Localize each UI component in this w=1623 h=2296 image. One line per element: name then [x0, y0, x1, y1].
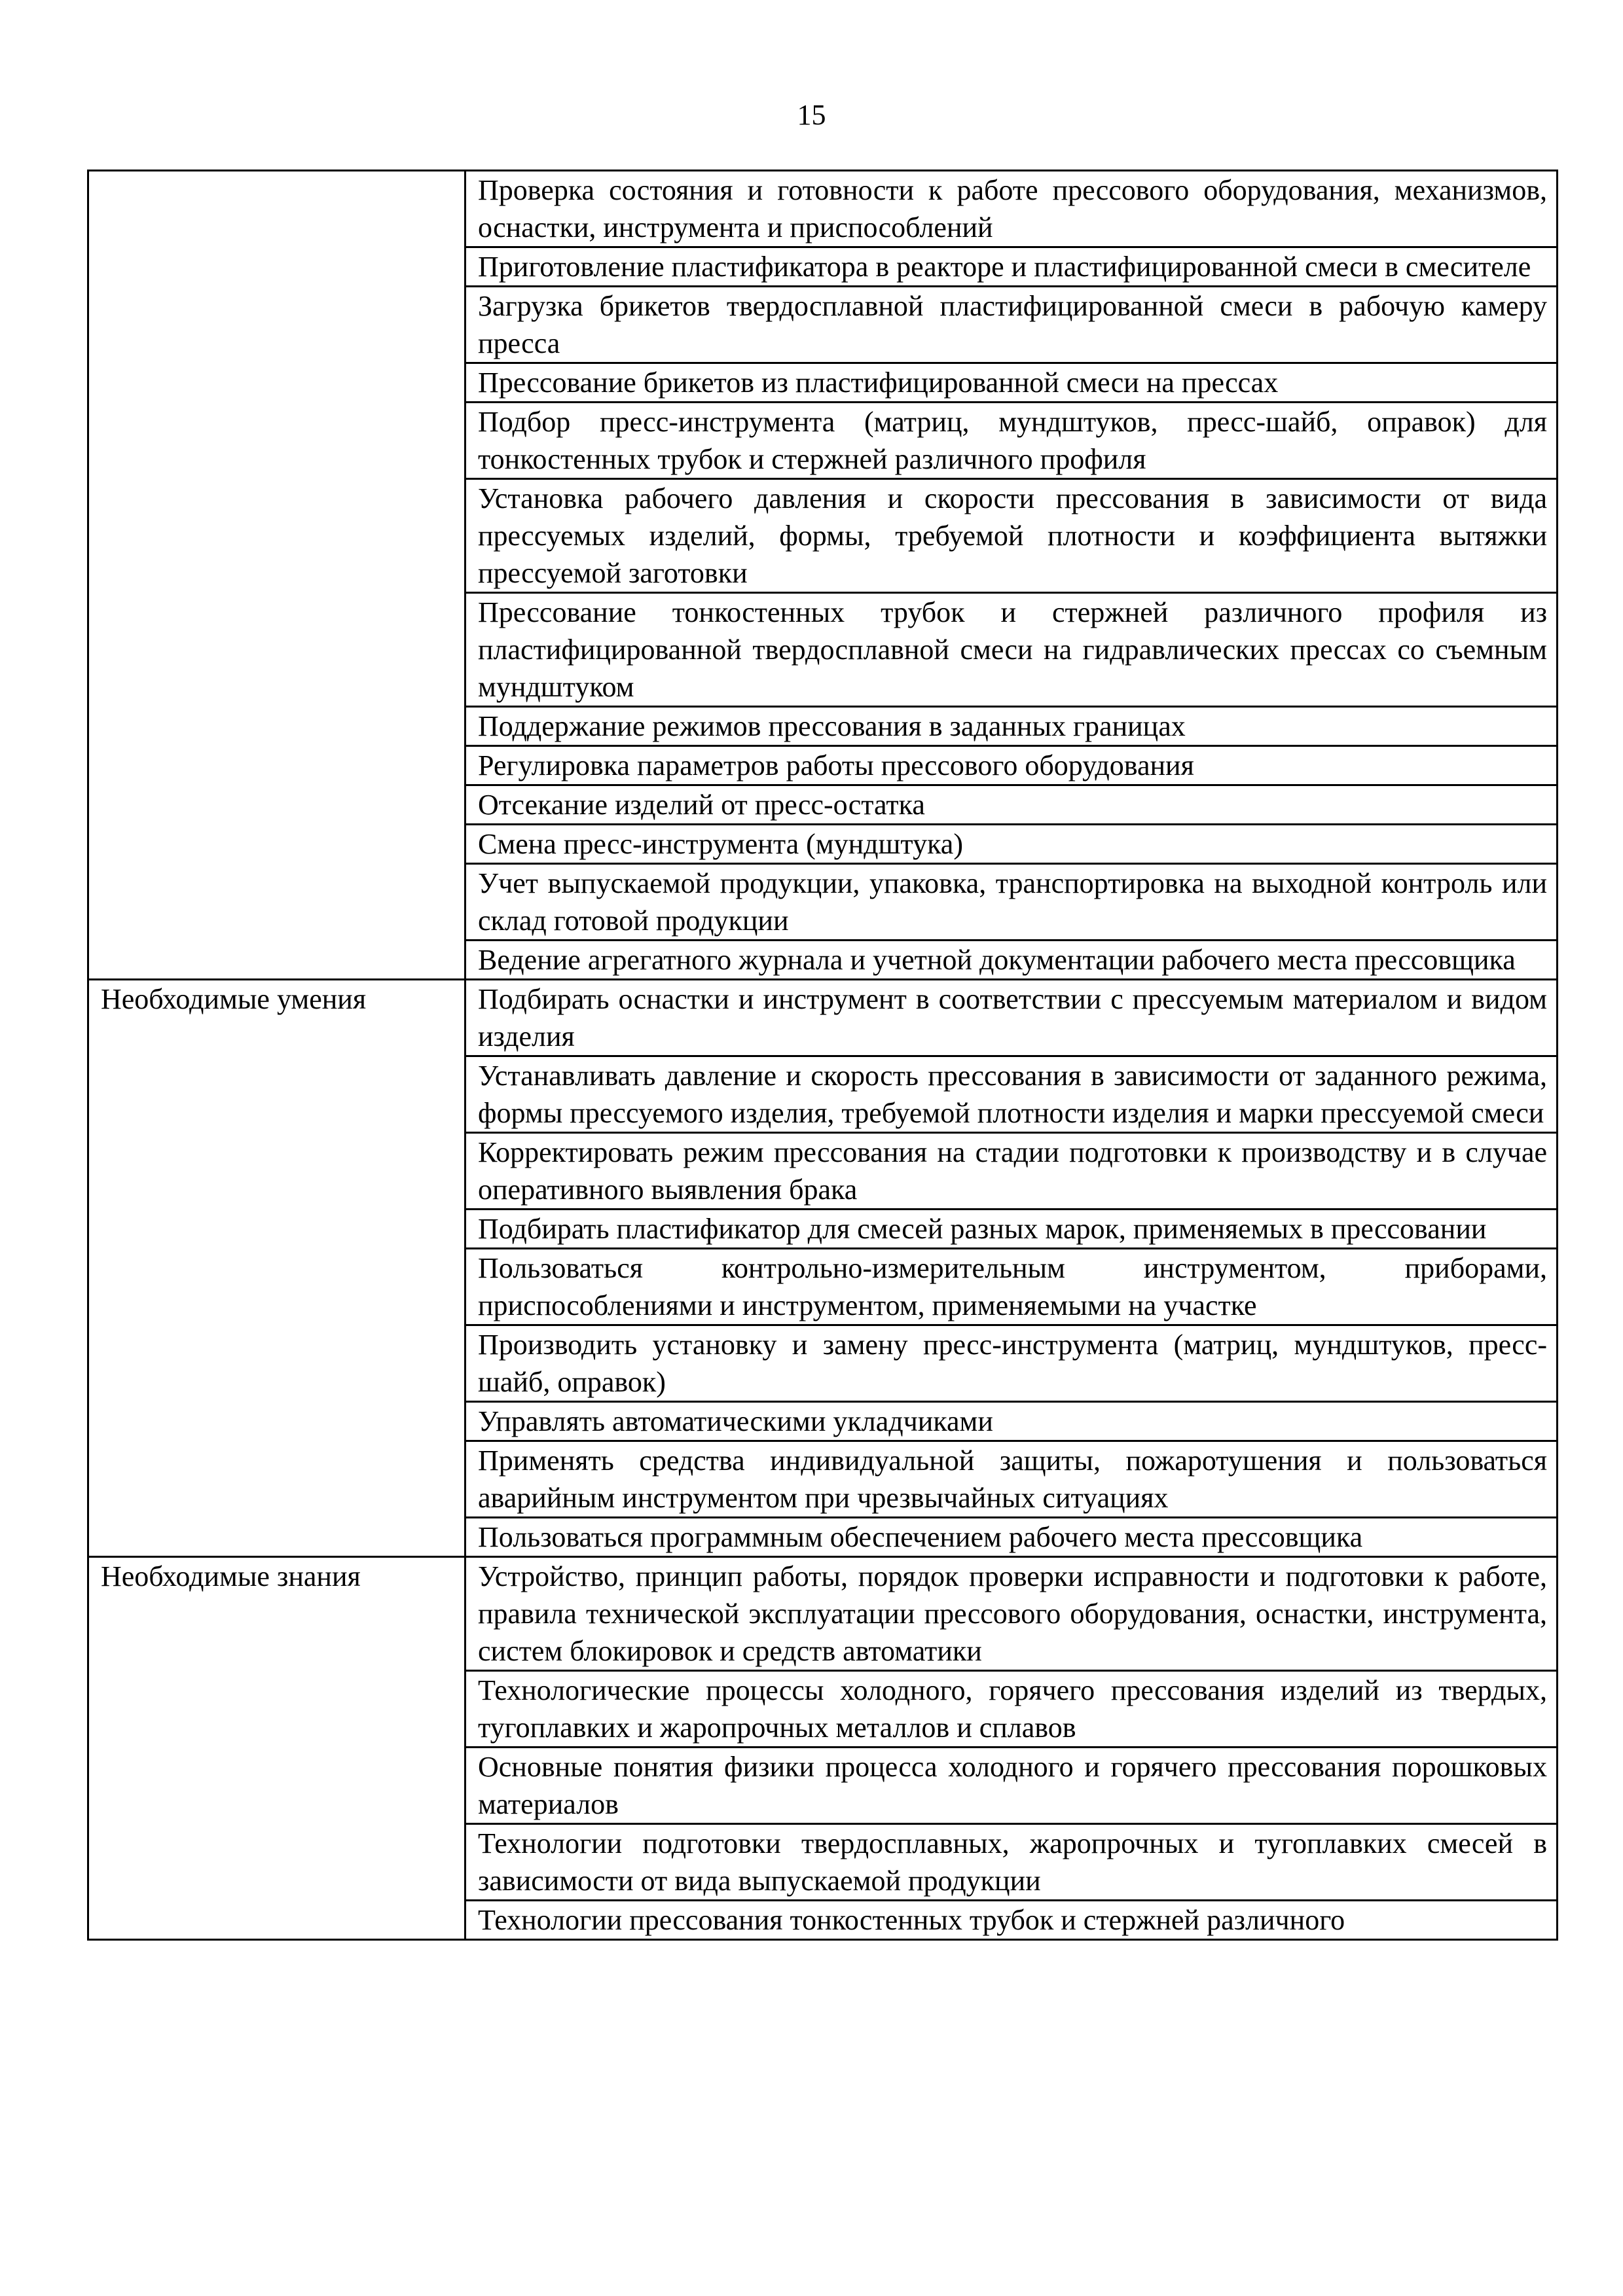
- table-cell: Технологии прессования тонкостенных трубок и стержней различного: [465, 1901, 1558, 1940]
- table-cell: Технологии подготовки твердосплавных, жаропрочных и тугоплавких смесей в зависимости от вида выпускаемой продукции: [465, 1824, 1558, 1901]
- table-cell: Пользоваться программным обеспечением рабочего места прессовщика: [465, 1518, 1558, 1557]
- table-cell: Отсекание изделий от пресс-остатка: [465, 785, 1558, 825]
- table-cell: Поддержание режимов прессования в заданных границах: [465, 707, 1558, 746]
- category-cell-skills: Необходимые умения: [88, 980, 465, 1557]
- page-number: 15: [797, 99, 826, 131]
- table-row: [88, 171, 1558, 247]
- table-cell: Пользоваться контрольно-измерительным инструментом, приборами, приспособлениями и инструментом, применяемыми на участке: [465, 1249, 1558, 1325]
- table-cell: Подбор пресс-инструмента (матриц, мундштуков, пресс-шайб, оправок) для тонкостенных трубок и стержней различного профиля: [465, 403, 1558, 479]
- table-cell: Проверка состояния и готовности к работе прессового оборудования, механизмов, оснастки, инструмента и приспособлений: [465, 171, 1558, 247]
- table-cell: Производить установку и замену пресс-инструмента (матриц, мундштуков, пресс-шайб, оправок): [465, 1325, 1558, 1402]
- table-cell: Подбирать пластификатор для смесей разных марок, применяемых в прессовании: [465, 1210, 1558, 1249]
- category-cell-knowledge: Необходимые знания: [88, 1557, 465, 1940]
- table-cell: Ведение агрегатного журнала и учетной документации рабочего места прессовщика: [465, 941, 1558, 980]
- table-cell: Смена пресс-инструмента (мундштука): [465, 825, 1558, 864]
- table-cell: Устанавливать давление и скорость прессования в зависимости от заданного режима, формы прессуемого изделия, требуемой плотности изделия и марки прессуемой смеси: [465, 1056, 1558, 1133]
- table-cell: Прессование брикетов из пластифицированной смеси на прессах: [465, 363, 1558, 403]
- table-row: [88, 1557, 1558, 1671]
- table-cell: Корректировать режим прессования на стадии подготовки к производству и в случае оперативного выявления брака: [465, 1133, 1558, 1210]
- table-cell: Устройство, принцип работы, порядок проверки исправности и подготовки к работе, правила технической эксплуатации прессового оборудования, оснастки, инструмента, систем блокировок и средств автоматики: [465, 1557, 1558, 1671]
- table-cell: Прессование тонкостенных трубок и стержней различного профиля из пластифицированной твердосплавной смеси на гидравлических прессах со съемным мундштуком: [465, 593, 1558, 707]
- category-cell: [88, 171, 465, 980]
- table-cell: Управлять автоматическими укладчиками: [465, 1402, 1558, 1441]
- requirements-table: [87, 170, 1558, 1941]
- table-cell: Учет выпускаемой продукции, упаковка, транспортировка на выходной контроль или склад готовой продукции: [465, 864, 1558, 941]
- table-cell: Применять средства индивидуальной защиты, пожаротушения и пользоваться аварийным инструментом при чрезвычайных ситуациях: [465, 1441, 1558, 1518]
- table-cell: Подбирать оснастки и инструмент в соответствии с прессуемым материалом и видом изделия: [465, 980, 1558, 1056]
- table-cell: Загрузка брикетов твердосплавной пластифицированной смеси в рабочую камеру пресса: [465, 287, 1558, 363]
- table-cell: Технологические процессы холодного, горячего прессования изделий из твердых, тугоплавких и жаропрочных металлов и сплавов: [465, 1671, 1558, 1748]
- table-cell: Регулировка параметров работы прессового оборудования: [465, 746, 1558, 785]
- table-cell: Установка рабочего давления и скорости прессования в зависимости от вида прессуемых изделий, формы, требуемой плотности и коэффициента вытяжки прессуемой заготовки: [465, 479, 1558, 593]
- table-cell: Основные понятия физики процесса холодного и горячего прессования порошковых материалов: [465, 1748, 1558, 1824]
- table-row: [88, 980, 1558, 1056]
- table-cell: Приготовление пластификатора в реакторе и пластифицированной смеси в смесителе: [465, 247, 1558, 287]
